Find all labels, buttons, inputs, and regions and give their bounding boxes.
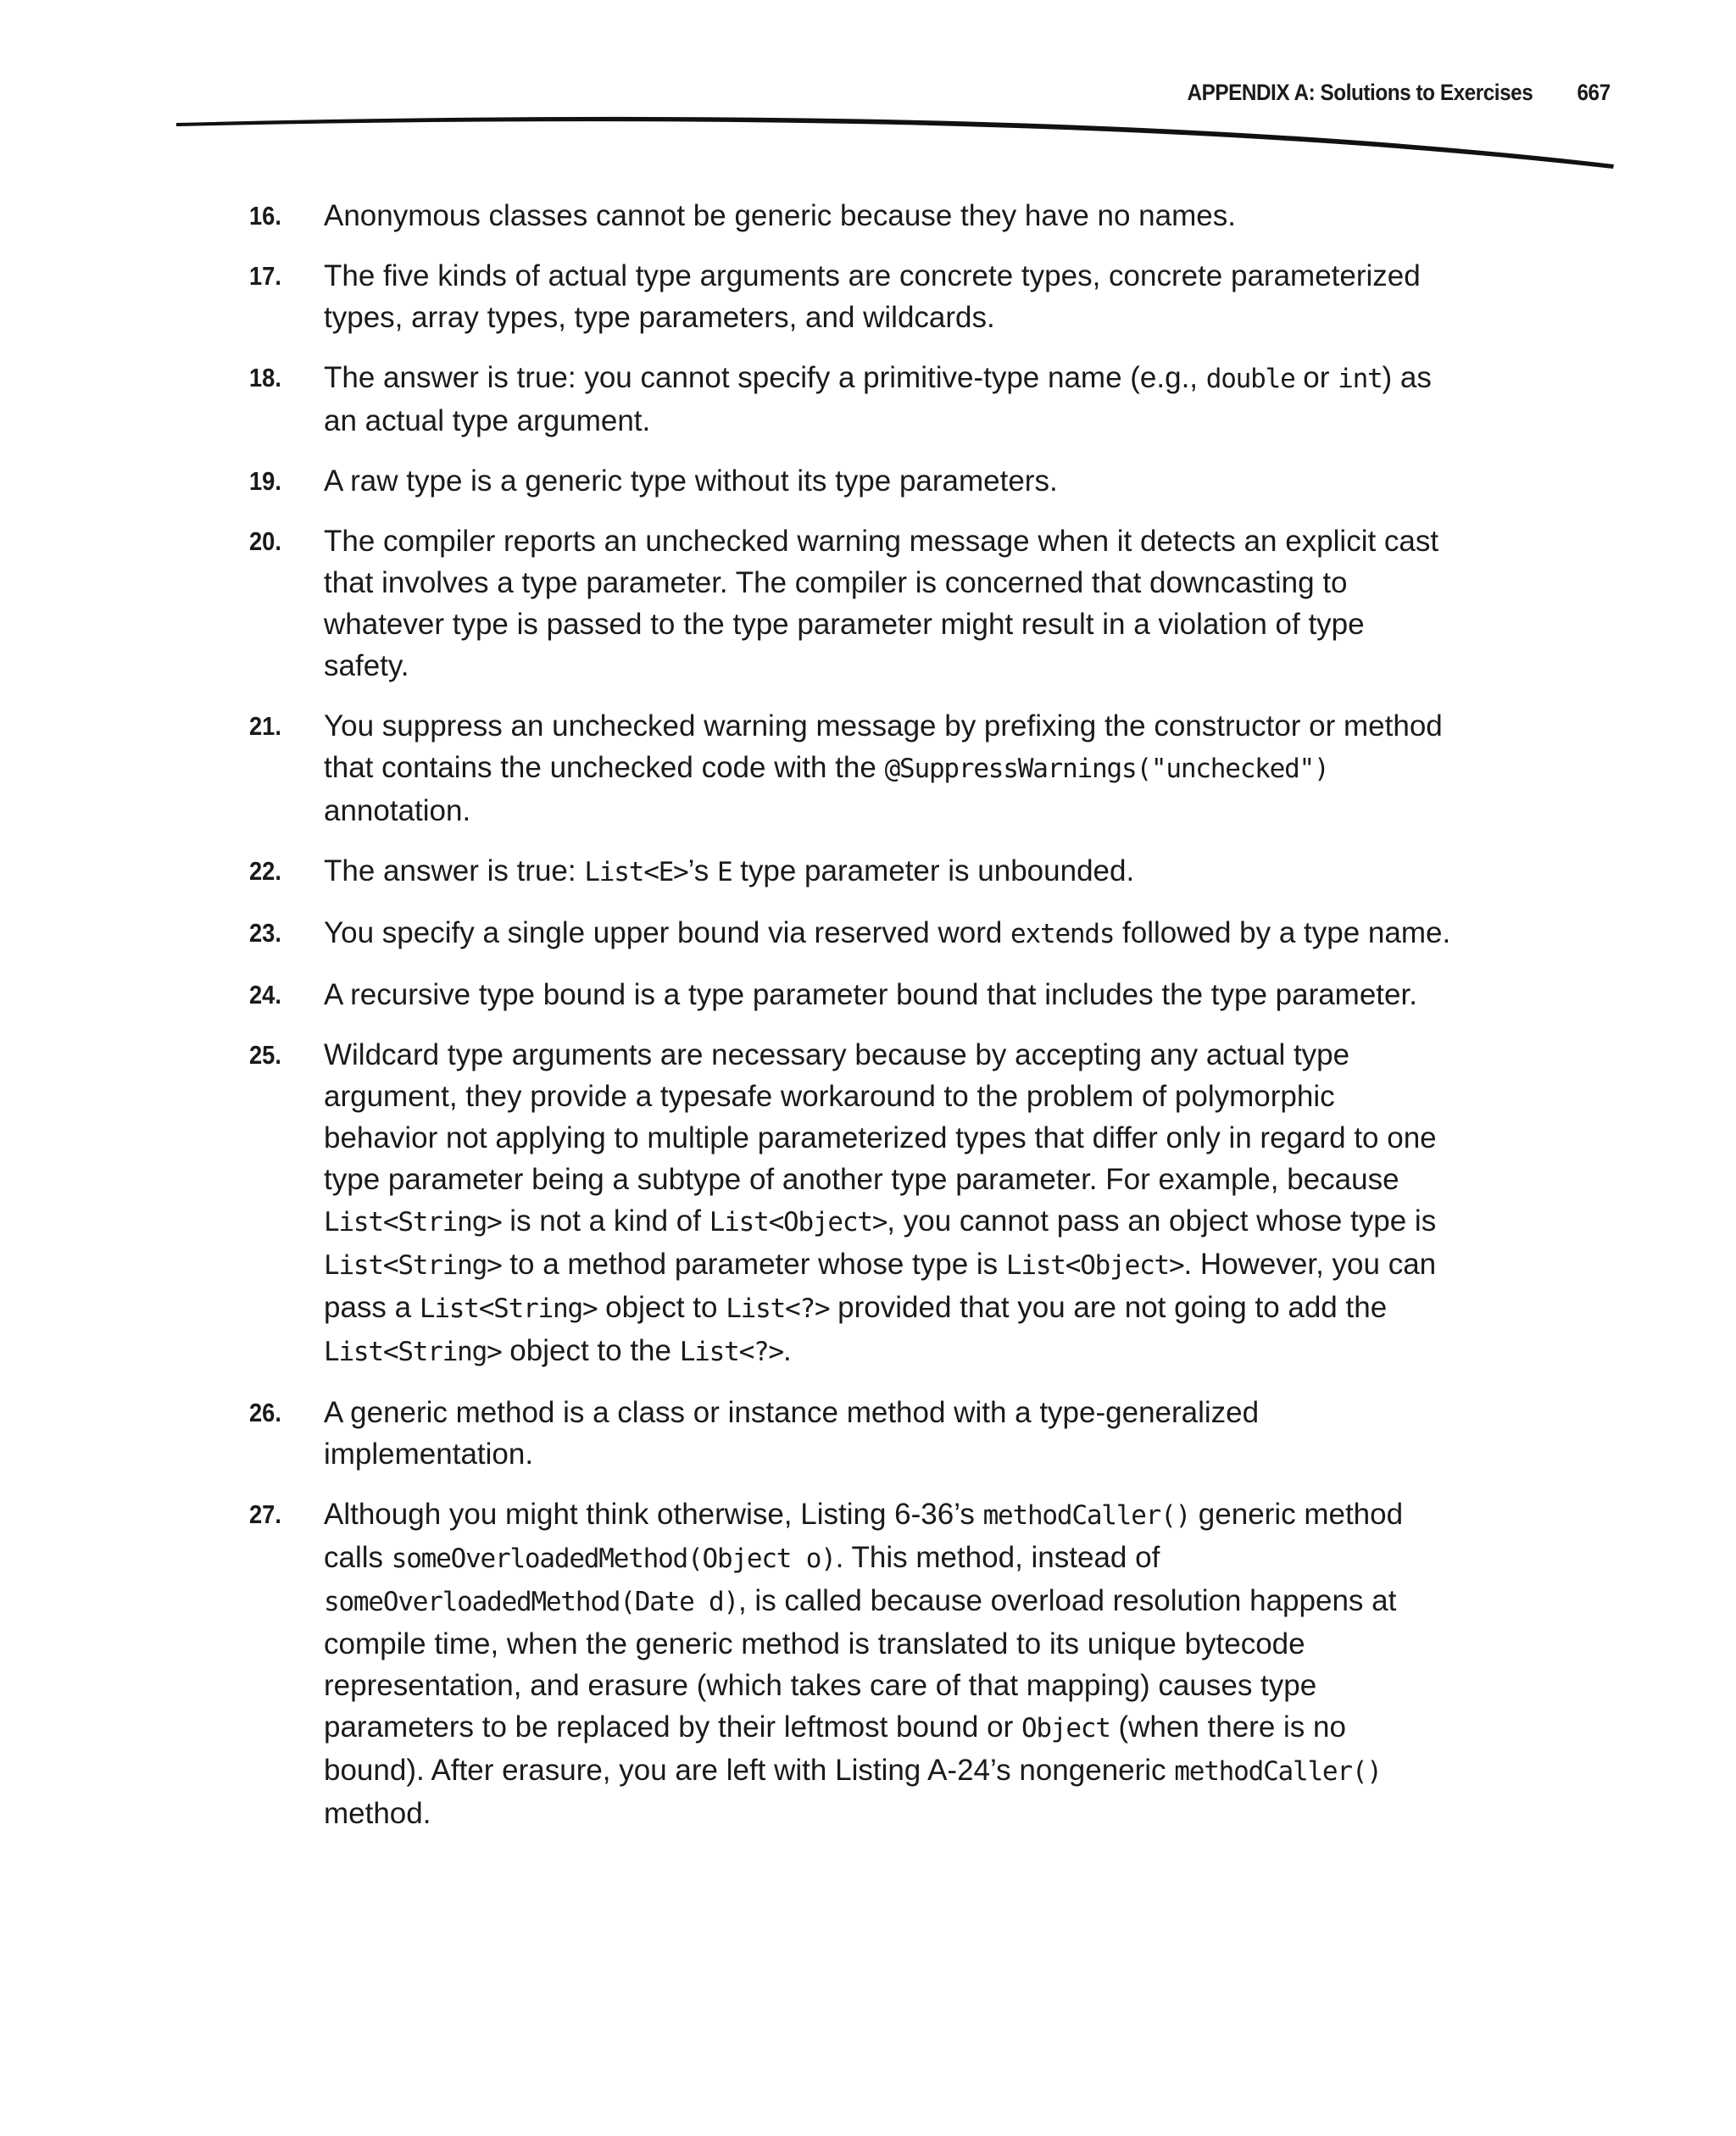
solution-item [248, 850, 1451, 893]
inline-code: someOverloadedMethod(Object o) [391, 1544, 836, 1574]
item-number: 18. [249, 363, 281, 392]
text-run: ’s [687, 854, 717, 887]
inline-code: int [1338, 364, 1383, 394]
text-run: . However, you can pass a [324, 1248, 1437, 1324]
item-text [324, 460, 1451, 502]
solution-item [248, 1034, 1451, 1373]
inline-code: List<String> [324, 1207, 502, 1238]
item-text [324, 974, 1451, 1015]
inline-code: List<String> [324, 1337, 502, 1367]
inline-code: List<E> [584, 857, 688, 887]
item-number: 21. [249, 711, 281, 741]
item-number: 24. [249, 980, 281, 1010]
text-run: object to [597, 1291, 726, 1324]
text-run: A generic method is a class or instance method with a type-generalized implementation. [324, 1396, 1260, 1471]
inline-code: List<Object> [1005, 1250, 1184, 1281]
inline-code: List<?> [679, 1337, 783, 1367]
item-number: 26. [249, 1398, 281, 1427]
text-run: is not a kind of [501, 1204, 709, 1238]
text-run: A raw type is a generic type without its type parameters. [324, 464, 1058, 498]
inline-code: List<Object> [709, 1207, 887, 1238]
item-text [324, 357, 1451, 442]
solution-item [248, 195, 1451, 236]
inline-code: double [1205, 364, 1295, 394]
solution-item [248, 520, 1451, 687]
running-title: APPENDIX A: Solutions to Exercises [1187, 80, 1533, 105]
solution-item [248, 705, 1451, 832]
solution-item [248, 357, 1451, 442]
text-run: , you cannot pass an object whose type is [887, 1204, 1437, 1238]
solution-item [248, 1494, 1451, 1834]
text-run: provided that you are not going to add the [829, 1291, 1388, 1324]
header-rule [0, 0, 1736, 178]
text-run: A recursive type bound is a type parameter bound that includes the type parameter. [324, 978, 1417, 1011]
item-text [324, 255, 1451, 338]
inline-code: List<?> [726, 1293, 830, 1324]
text-run: method. [324, 1797, 431, 1830]
inline-code: E [716, 857, 732, 887]
item-number: 27. [249, 1499, 281, 1529]
solution-item [248, 912, 1451, 955]
exercise-solutions-list [248, 195, 1451, 1853]
item-number: 20. [249, 526, 281, 556]
solution-item [248, 1392, 1451, 1475]
text-run: The answer is true: [324, 854, 585, 887]
item-text [324, 195, 1451, 236]
item-text [324, 850, 1451, 893]
item-text [324, 1034, 1451, 1373]
text-run: You suppress an unchecked warning message by prefixing the constructor or method that contains the unchecked code with the [324, 709, 1443, 784]
inline-code: List<String> [419, 1293, 598, 1324]
text-run: The compiler reports an unchecked warning message when it detects an explicit cast that involves a type parameter. The compiler is concerned that downcasting to whatever type is passed to the type parameter might result in a violation of type safety. [324, 525, 1439, 682]
item-text [324, 1392, 1451, 1475]
text-run: ) as an actual type argument. [324, 361, 1432, 437]
inline-code: extends [1010, 919, 1115, 949]
inline-code: @SuppressWarnings("unchecked") [884, 754, 1329, 784]
inline-code: List<String> [324, 1250, 502, 1281]
solution-item [248, 255, 1451, 338]
text-run: followed by a type name. [1114, 916, 1451, 949]
item-number: 22. [249, 856, 281, 886]
text-run: You specify a single upper bound via reserved word [324, 916, 1011, 949]
solution-item [248, 974, 1451, 1015]
text-run: Wildcard type arguments are necessary because by accepting any actual type argument, they provide a typesafe workaround to the problem of polymorphic behavior not applying to multiple parameterized types that differ only in regard to one type parameter being a subtype of another type parameter. For example, because [324, 1038, 1437, 1196]
text-run: or [1294, 361, 1338, 394]
text-run: Although you might think otherwise, Listing 6-36’s [324, 1498, 983, 1531]
inline-code: methodCaller() [982, 1500, 1191, 1531]
item-text [324, 705, 1451, 832]
item-text [324, 912, 1451, 955]
text-run: (when there is no bound). After erasure, you are left with Listing A-24’s nongeneric [324, 1710, 1346, 1787]
text-run: . [782, 1334, 792, 1367]
text-run: The five kinds of actual type arguments are concrete types, concrete parameterized types, array types, type parameters, and wildcards. [324, 259, 1421, 334]
page-number: 667 [1577, 80, 1611, 105]
text-run: type parameter is unbounded. [732, 854, 1135, 887]
item-number: 23. [249, 918, 281, 948]
item-number: 16. [249, 201, 281, 231]
item-text [324, 1494, 1451, 1834]
inline-code: methodCaller() [1174, 1756, 1382, 1787]
text-run: to a method parameter whose type is [501, 1248, 1006, 1281]
text-run: Anonymous classes cannot be generic because they have no names. [324, 199, 1236, 232]
text-run: object to the [501, 1334, 680, 1367]
item-number: 19. [249, 466, 281, 496]
text-run: annotation. [324, 794, 471, 827]
inline-code: Object [1021, 1713, 1110, 1744]
item-text [324, 520, 1451, 687]
item-number: 17. [249, 261, 281, 291]
solution-item [248, 460, 1451, 502]
text-run: , is called because overload resolution happens at compile time, when the generic method is translated to its unique bytecode representation, and erasure (which takes care of that mapping) causes type parameters to be replaced by their leftmost bound or [324, 1584, 1397, 1744]
inline-code: someOverloadedMethod(Date d) [324, 1587, 738, 1617]
item-number: 25. [249, 1040, 281, 1070]
text-run: The answer is true: you cannot specify a primitive-type name (e.g., [324, 361, 1206, 394]
text-run: generic method calls [324, 1498, 1404, 1574]
text-run: . This method, instead of [835, 1541, 1160, 1574]
